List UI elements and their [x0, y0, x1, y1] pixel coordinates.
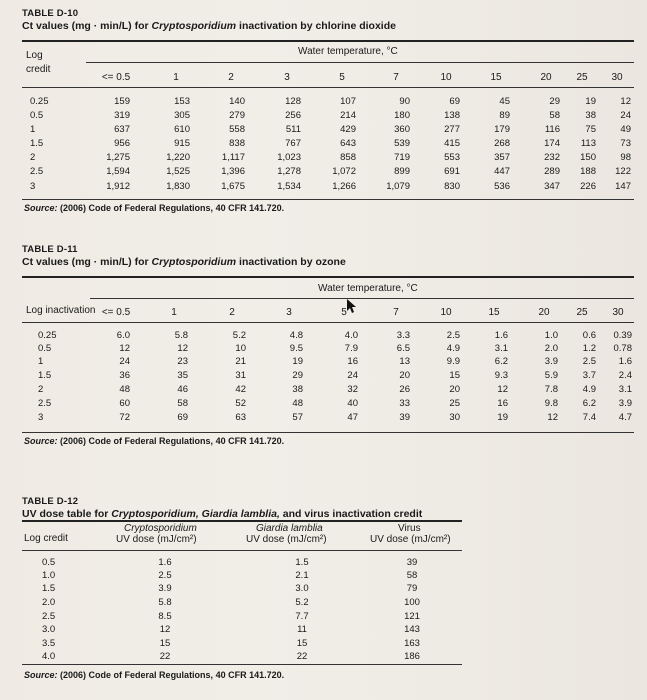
table-d11-log-cell: 1.5: [38, 370, 52, 381]
table-d12-crypto-cell: 12: [159, 624, 171, 635]
table-d12-giardia-cell: 1.5: [295, 557, 309, 568]
table-d11-cell: 12: [547, 412, 558, 423]
table-d10-col-header: <= 0.5: [101, 72, 131, 83]
table-d10-cell: 1,220: [166, 152, 190, 163]
table-d10-cell: 138: [444, 110, 460, 121]
table-d10-col-header: 30: [611, 72, 623, 83]
table-d11-cell: 30: [449, 412, 460, 423]
table-d11-cell: 72: [119, 412, 130, 423]
table-d10-cell: 1,830: [166, 181, 190, 192]
table-d10-log-cell: 0.5: [30, 110, 44, 121]
table-d10-cell: 447: [494, 166, 510, 177]
table-d10-cell: 1,675: [221, 181, 245, 192]
table-d11-cell: 6.5: [396, 343, 410, 354]
table-d12-virus-cell: 186: [404, 651, 420, 662]
table-d10-group-header: Water temperature, °C: [298, 46, 398, 57]
table-d11-cell: 3.9: [618, 398, 632, 409]
table-d10-cell: 558: [229, 124, 245, 135]
table-d11-cell: 3.1: [618, 384, 632, 395]
table-d11-cell: 20: [399, 370, 410, 381]
table-d11-cell: 29: [292, 370, 303, 381]
table-d10-cell: 719: [394, 152, 410, 163]
table-d12-top-rule: [22, 520, 462, 522]
table-d11-cell: 0.6: [582, 330, 596, 341]
table-d11-cell: 33: [399, 398, 410, 409]
table-d12-virus-cell: 58: [406, 570, 418, 581]
table-d10-group-rule: [86, 62, 634, 63]
table-d10-cell: 637: [114, 124, 130, 135]
table-d10-cell: 838: [229, 138, 245, 149]
table-d11-row-header: Log inactivation: [26, 305, 96, 316]
table-d11-log-cell: 1: [38, 356, 44, 367]
table-d12-log-cell: 3.5: [42, 638, 56, 649]
table-d11-cell: 15: [449, 370, 460, 381]
table-d10-cell: 1,278: [277, 166, 301, 177]
table-d10-cell: 415: [444, 138, 460, 149]
table-d11-cell: 3.3: [396, 330, 410, 341]
table-d10-cell: 58: [549, 110, 560, 121]
table-d11-col-header: 25: [576, 307, 588, 318]
table-d12-col2-line1: Giardia lamblia: [256, 523, 323, 534]
table-d12-col3-line1: Virus: [398, 523, 421, 534]
table-d11-cell: 6.0: [116, 330, 130, 341]
table-d10-col-header: 2: [228, 72, 234, 83]
table-d11-cell: 0.78: [613, 343, 632, 354]
table-d11-cell: 46: [177, 384, 188, 395]
table-d10-cell: 1,534: [277, 181, 301, 192]
table-d11-cell: 4.9: [582, 384, 596, 395]
table-d11-cell: 2.5: [446, 330, 460, 341]
table-d10-cell: 214: [340, 110, 356, 121]
table-d10-col-header: 7: [393, 72, 399, 83]
table-d11-col-header: 20: [538, 307, 550, 318]
table-d10-cell: 429: [340, 124, 356, 135]
table-d11-cell: 4.8: [289, 330, 303, 341]
table-d10-cell: 122: [615, 166, 631, 177]
table-d11-cell: 52: [235, 398, 246, 409]
table-d11-label: TABLE D-11: [22, 244, 78, 255]
table-d11-cell: 4.7: [618, 412, 632, 423]
table-d11-cell: 31: [235, 370, 246, 381]
table-d12-virus-cell: 121: [404, 611, 420, 622]
table-d11-cell: 24: [119, 356, 130, 367]
table-d12-giardia-cell: 11: [297, 624, 307, 635]
table-d11-cell: 24: [347, 370, 358, 381]
table-d11-col-header: 1: [171, 307, 177, 318]
table-d10-cell: 179: [494, 124, 510, 135]
table-d10-cell: 226: [580, 181, 596, 192]
table-d10-cell: 319: [114, 110, 130, 121]
table-d12-caption: UV dose table for Cryptosporidium, Giardia lamblia, and virus inactivation credit: [22, 508, 423, 520]
table-d12-giardia-cell: 7.7: [295, 611, 309, 622]
table-d10-cell: 49: [620, 124, 631, 135]
table-d10-cell: 1,079: [386, 181, 410, 192]
table-d11-cell: 21: [235, 356, 246, 367]
table-d10-cell: 691: [444, 166, 460, 177]
table-d12-log-cell: 4.0: [42, 651, 56, 662]
table-d10-cell: 305: [174, 110, 190, 121]
table-d10-log-cell: 2.5: [30, 166, 44, 177]
table-d10-log-cell: 2: [30, 152, 36, 163]
table-d10-cell: 19: [585, 96, 596, 107]
table-d10-cell: 858: [340, 152, 356, 163]
table-d11-source: Source: (2006) Code of Federal Regulations, 40 CFR 141.720.: [24, 436, 285, 446]
table-d12-label: TABLE D-12: [22, 496, 79, 507]
table-d10-cell: 75: [585, 124, 596, 135]
table-d10-row-header-line2: credit: [26, 64, 51, 75]
table-d12-crypto-cell: 8.5: [158, 611, 172, 622]
table-d10-cell: 553: [444, 152, 460, 163]
table-d10-log-cell: 3: [30, 181, 36, 192]
table-d11-cell: 23: [177, 356, 188, 367]
table-d10-cell: 180: [394, 110, 410, 121]
table-d11-cell: 6.2: [582, 398, 596, 409]
table-d11-cell: 16: [347, 356, 358, 367]
table-d10-cell: 153: [174, 96, 190, 107]
table-d10-cell: 90: [399, 96, 410, 107]
table-d12-crypto-cell: 1.6: [158, 557, 172, 568]
table-d11-cell: 9.5: [289, 343, 303, 354]
table-d12-log-cell: 2.0: [42, 597, 56, 608]
table-d10-cell: 140: [229, 96, 245, 107]
table-d11-cell: 12: [177, 343, 188, 354]
table-d11-col-header: 15: [488, 307, 500, 318]
table-d12-virus-cell: 143: [404, 624, 420, 635]
table-d10-cell: 69: [449, 96, 460, 107]
table-d10-cell: 899: [394, 166, 410, 177]
table-d12-log-cell: 1.0: [42, 570, 56, 581]
table-d11-log-cell: 0.5: [38, 343, 52, 354]
table-d11-cell: 9.9: [446, 356, 460, 367]
table-d10-cell: 1,275: [106, 152, 130, 163]
table-d10-cell: 643: [340, 138, 356, 149]
table-d12-virus-cell: 100: [404, 597, 420, 608]
table-d10-heading: [22, 8, 396, 32]
table-d11-cell: 3.9: [544, 356, 558, 367]
table-d11-cell: 3.1: [494, 343, 508, 354]
table-d10-cell: 279: [229, 110, 245, 121]
table-d11-cell: 9.8: [544, 398, 558, 409]
table-d11-cell: 39: [399, 412, 410, 423]
table-d10-cell: 1,023: [277, 152, 301, 163]
table-d11-cell: 19: [497, 412, 508, 423]
table-d10-cell: 360: [394, 124, 410, 135]
table-d12-col1-line1: Cryptosporidium: [124, 523, 197, 534]
table-d12-log-cell: 2.5: [42, 611, 56, 622]
table-d11-col-header: 3: [286, 307, 292, 318]
table-d10-log-cell: 0.25: [30, 96, 49, 107]
table-d10-cell: 107: [340, 96, 356, 107]
table-d10-col-header: 15: [490, 72, 502, 83]
table-d11-col-header: 10: [440, 307, 452, 318]
table-d12-header-rule: [22, 550, 462, 551]
table-d10-cell: 347: [544, 181, 560, 192]
table-d10-cell: 232: [544, 152, 560, 163]
table-d11-cell: 9.3: [494, 370, 508, 381]
table-d10-cell: 1,912: [106, 181, 130, 192]
table-d11-cell: 5.9: [544, 370, 558, 381]
table-d10-cell: 29: [549, 96, 560, 107]
table-d11-cell: 7.8: [544, 384, 558, 395]
table-d11-cell: 6.2: [494, 356, 508, 367]
table-d10-cell: 113: [580, 138, 596, 149]
table-d10-cell: 256: [285, 110, 301, 121]
table-d10-cell: 188: [580, 166, 596, 177]
table-d10-header-rule: [22, 87, 634, 88]
table-d11-cell: 32: [347, 384, 358, 395]
table-d11-col-header: 2: [229, 307, 235, 318]
table-d11-cell: 4.0: [344, 330, 358, 341]
table-d12-giardia-cell: 3.0: [295, 583, 309, 594]
table-d10-cell: 289: [544, 166, 560, 177]
table-d11-cell: 35: [177, 370, 188, 381]
table-d12-log-cell: 3.0: [42, 624, 56, 635]
table-d12-col1-line2: UV dose (mJ/cm²): [116, 534, 197, 545]
table-d10-col-header: 20: [540, 72, 552, 83]
table-d11-cell: 12: [119, 343, 130, 354]
table-d10-bottom-rule: [22, 199, 634, 200]
table-d11-cell: 1.0: [544, 330, 558, 341]
table-d11-cell: 1.6: [618, 356, 632, 367]
table-d11-cell: 2.4: [618, 370, 632, 381]
table-d10-col-header: 5: [339, 72, 345, 83]
table-d10-cell: 159: [114, 96, 130, 107]
table-d10-cell: 1,266: [332, 181, 356, 192]
table-d11-col-header: <= 0.5: [101, 307, 131, 318]
table-d10-col-header: 10: [440, 72, 452, 83]
table-d11-header-rule: [22, 322, 634, 323]
table-d10-cell: 511: [285, 124, 301, 135]
table-d10-cell: 116: [544, 124, 560, 135]
table-d10-cell: 357: [494, 152, 510, 163]
table-d11-cell: 7.4: [582, 412, 596, 423]
table-d11-cell: 48: [292, 398, 303, 409]
table-d10-cell: 128: [285, 96, 301, 107]
table-d11-cell: 0.39: [613, 330, 632, 341]
table-d11-cell: 5.2: [232, 330, 246, 341]
table-d10-log-cell: 1.5: [30, 138, 44, 149]
table-d10-cell: 24: [620, 110, 631, 121]
table-d10-cell: 956: [114, 138, 130, 149]
table-d11-cell: 7.9: [344, 343, 358, 354]
table-d11-col-header: 7: [393, 307, 399, 318]
table-d10-cell: 150: [580, 152, 596, 163]
table-d12-crypto-cell: 2.5: [158, 570, 172, 581]
table-d11-cell: 40: [347, 398, 358, 409]
table-d10-cell: 147: [615, 181, 631, 192]
table-d10-cell: 12: [620, 96, 631, 107]
table-d11-log-cell: 2.5: [38, 398, 52, 409]
table-d11-cell: 36: [119, 370, 130, 381]
table-d10-cell: 767: [285, 138, 301, 149]
table-d11-cell: 47: [347, 412, 358, 423]
table-d10-cell: 73: [620, 138, 631, 149]
table-d12-virus-cell: 79: [406, 583, 418, 594]
table-d10-cell: 1,525: [166, 166, 190, 177]
table-d11-cell: 20: [449, 384, 460, 395]
table-d11-caption: Ct values (mg · min/L) for Cryptosporidium inactivation by ozone: [22, 256, 346, 268]
table-d11-cell: 26: [399, 384, 410, 395]
table-d11-bottom-rule: [22, 432, 634, 433]
table-d10-col-header: 3: [284, 72, 290, 83]
table-d11-cell: 42: [235, 384, 246, 395]
table-d12-giardia-cell: 2.1: [295, 570, 309, 581]
table-d11-cell: 60: [119, 398, 130, 409]
table-d10-cell: 174: [544, 138, 560, 149]
table-d12-giardia-cell: 15: [296, 638, 308, 649]
table-d11-log-cell: 0.25: [38, 330, 57, 341]
table-d11-cell: 48: [119, 384, 130, 395]
table-d12-crypto-cell: 15: [159, 638, 171, 649]
table-d11-cell: 16: [497, 398, 508, 409]
table-d10-cell: 277: [444, 124, 460, 135]
table-d11-cell: 69: [177, 412, 188, 423]
table-d11-cell: 13: [399, 356, 410, 367]
table-d10-caption: Ct values (mg · min/L) for Cryptosporidium inactivation by chlorine dioxide: [22, 20, 396, 32]
table-d11-cell: 38: [292, 384, 303, 395]
table-d11-col-header: 30: [612, 307, 624, 318]
table-d12-giardia-cell: 22: [296, 651, 308, 662]
table-d12-crypto-cell: 3.9: [158, 583, 172, 594]
table-d10-cell: 38: [585, 110, 596, 121]
table-d12-bottom-rule: [22, 664, 462, 665]
table-d10-cell: 1,594: [106, 166, 130, 177]
table-d12-log-cell: 0.5: [42, 557, 56, 568]
table-d11-cell: 25: [449, 398, 460, 409]
table-d10-row-header-line1: Log: [26, 50, 43, 61]
table-d11-group-rule: [90, 298, 634, 299]
table-d11-heading: [22, 244, 346, 268]
table-d10-cell: 89: [499, 110, 510, 121]
table-d11-cell: 58: [177, 398, 188, 409]
table-d12-col3-line2: UV dose (mJ/cm²): [370, 534, 451, 545]
table-d10-cell: 98: [620, 152, 631, 163]
table-d11-cell: 1.6: [494, 330, 508, 341]
table-d11-cell: 1.2: [582, 343, 596, 354]
table-d10-top-rule: [22, 40, 634, 42]
table-d10-log-cell: 1: [30, 124, 36, 135]
table-d11-group-header: Water temperature, °C: [318, 283, 418, 294]
table-d11-cell: 12: [497, 384, 508, 395]
table-d10-cell: 830: [444, 181, 460, 192]
table-d12-log-cell: 1.5: [42, 583, 56, 594]
table-d12-virus-cell: 163: [404, 638, 420, 649]
table-d11-cell: 4.9: [446, 343, 460, 354]
table-d11-col-header: 5: [341, 307, 347, 318]
mouse-pointer-icon: [346, 298, 356, 314]
table-d10-cell: 536: [494, 181, 510, 192]
table-d10-cell: 1,396: [221, 166, 245, 177]
table-d11-log-cell: 3: [38, 412, 44, 423]
table-d10-label: TABLE D-10: [22, 8, 79, 19]
table-d11-cell: 5.8: [174, 330, 188, 341]
table-d10-cell: 915: [174, 138, 190, 149]
table-d11-top-rule: [22, 276, 634, 278]
table-d11-cell: 2.5: [582, 356, 596, 367]
table-d10-cell: 539: [394, 138, 410, 149]
table-d10-cell: 268: [494, 138, 510, 149]
table-d12-col-log: Log credit: [24, 533, 68, 544]
table-d12-source: Source: (2006) Code of Federal Regulations, 40 CFR 141.720.: [24, 670, 285, 680]
table-d10-cell: 1,072: [332, 166, 356, 177]
table-d12-col2-line2: UV dose (mJ/cm²): [246, 534, 327, 545]
table-d10-col-header: 1: [173, 72, 179, 83]
table-d10-col-header: 25: [576, 72, 588, 83]
table-d11-cell: 3.7: [582, 370, 596, 381]
table-d10-cell: 45: [499, 96, 510, 107]
table-d11-cell: 10: [235, 343, 246, 354]
table-d12-crypto-cell: 22: [159, 651, 171, 662]
table-d12-heading: [22, 496, 422, 520]
table-d11-log-cell: 2: [38, 384, 44, 395]
table-d11-cell: 19: [292, 356, 303, 367]
table-d11-cell: 57: [292, 412, 303, 423]
table-d12-crypto-cell: 5.8: [158, 597, 172, 608]
table-d10-cell: 1,117: [221, 152, 245, 163]
table-d11-cell: 2.0: [544, 343, 558, 354]
table-d12-giardia-cell: 5.2: [295, 597, 309, 608]
table-d10-source: Source: (2006) Code of Federal Regulations, 40 CFR 141.720.: [24, 203, 285, 213]
table-d10-cell: 610: [174, 124, 190, 135]
table-d12-virus-cell: 39: [406, 557, 418, 568]
table-d11-cell: 63: [235, 412, 246, 423]
